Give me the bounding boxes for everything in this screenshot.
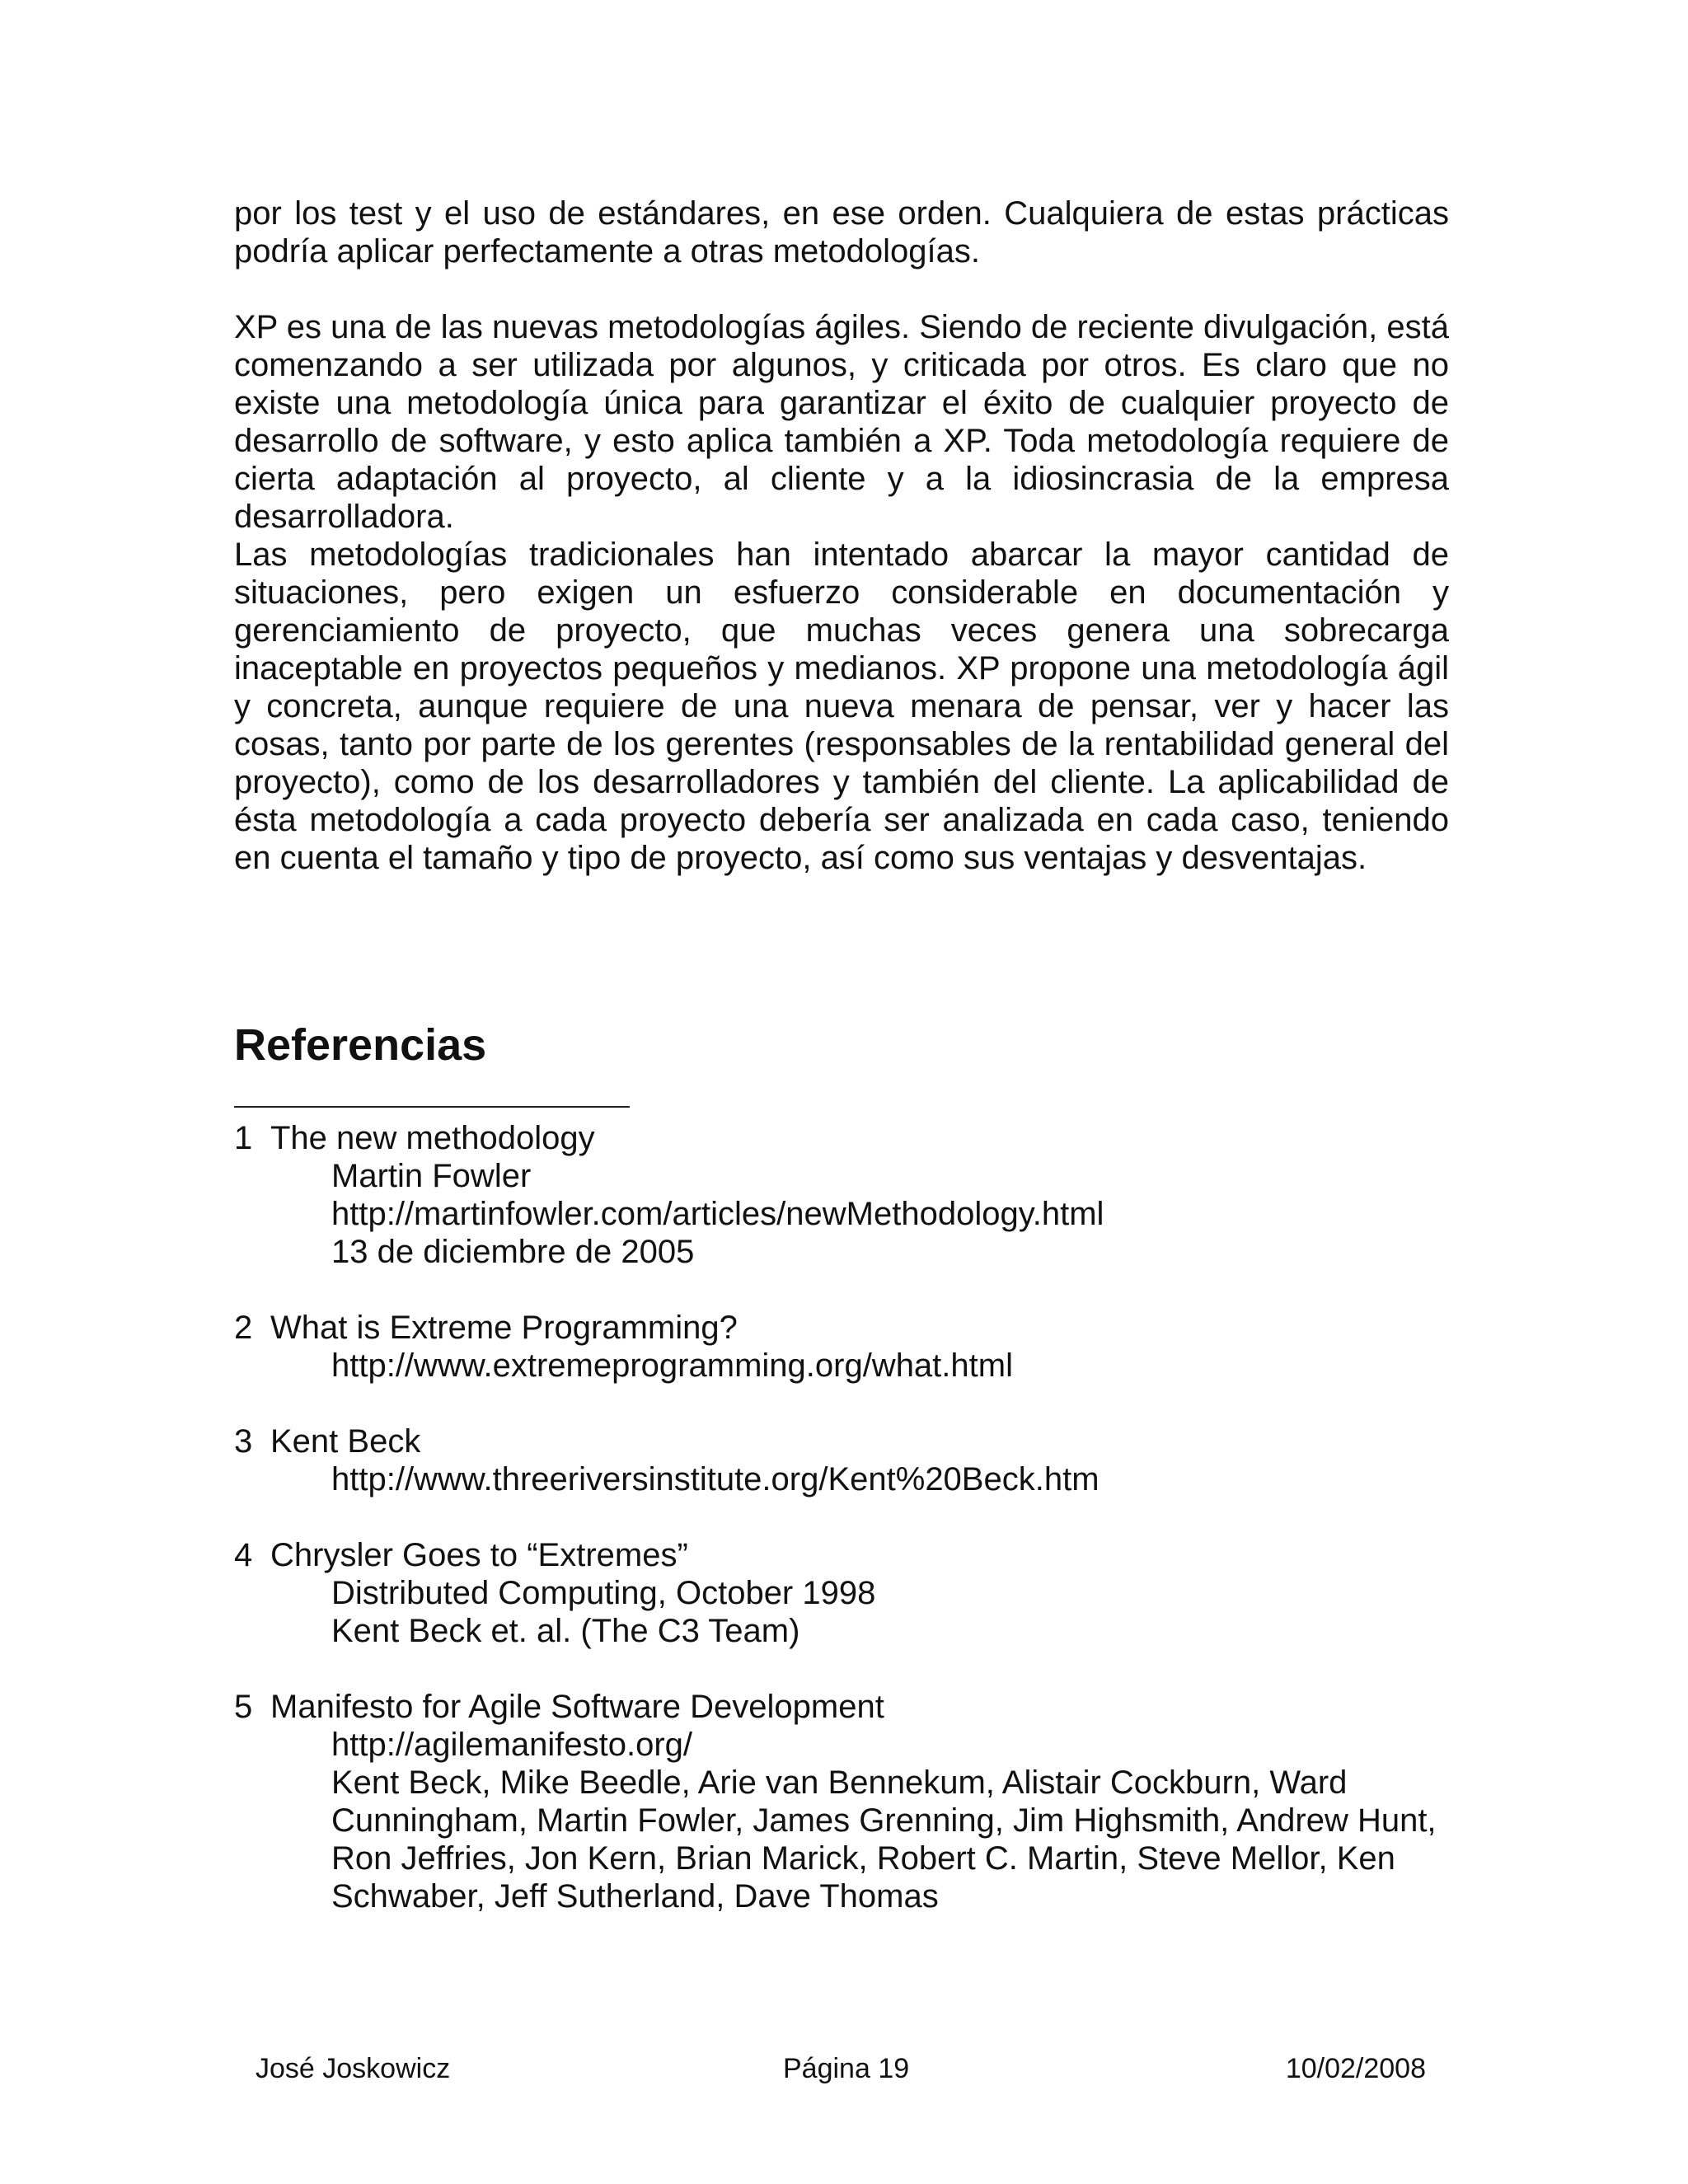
reference-title-row (234, 1422, 1470, 1460)
paragraph: Las metodologías tradicionales han intentado abarcar la mayor cantidad de situaciones, pero exigen un esfuerzo considerable en documentación y gerenciamiento de proyecto, que muchas veces genera una sobrecarga inaceptable en proyectos pequeños y medianos. XP propone una metodología ágil y concreta, aunque requiere de una nueva menara de pensar, ver y hacer las cosas, tanto por parte de los gerentes (responsables de la rentabilidad general del proyecto), como de los desarrolladores y también del cliente. La aplicabilidad de ésta metodología a cada proyecto debería ser analizada en cada caso, teniendo en cuenta el tamaño y tipo de proyecto, así como sus ventajas y desventajas. (234, 537, 1449, 876)
reference-number: 3 (234, 1423, 253, 1460)
footer-page-number: Página 19 (783, 2053, 910, 2084)
reference-title-row (234, 1688, 1470, 1726)
references-list (234, 1119, 1470, 1953)
reference-detail: Kent Beck et. al. (The C3 Team) (331, 1613, 800, 1649)
reference-detail: Martin Fowler (331, 1158, 532, 1194)
reference-item (234, 1309, 1470, 1385)
reference-number: 5 (234, 1689, 253, 1725)
reference-detail: Schwaber, Jeff Sutherland, Dave Thomas (331, 1878, 939, 1915)
reference-title-row (234, 1119, 1470, 1157)
reference-detail: Distributed Computing, October 1998 (331, 1575, 876, 1611)
reference-detail: 13 de diciembre de 2005 (331, 1234, 695, 1270)
reference-title: Kent Beck (270, 1423, 421, 1460)
paragraph: XP es una de las nuevas metodologías ágiles. Siendo de reciente divulgación, está comenzando a ser utilizada por algunos, y criticada por otros. Es claro que no existe una metodología única para garantizar el éxito de cualquier proyecto de desarrollo de software, y esto aplica también a XP. Toda metodología requiere de cierta adaptación al proyecto, al cliente y a la idiosincrasia de la empresa desarrolladora. (234, 309, 1449, 535)
body-text (234, 194, 1449, 877)
reference-detail: Ron Jeffries, Jon Kern, Brian Marick, Robert C. Martin, Steve Mellor, Ken (331, 1840, 1395, 1877)
reference-item (234, 1422, 1470, 1498)
reference-title: Chrysler Goes to “Extremes” (270, 1537, 688, 1573)
reference-item (234, 1688, 1470, 1915)
footer-author: José Joskowicz (256, 2053, 451, 2084)
reference-number: 2 (234, 1310, 253, 1346)
footnote-separator-rule (234, 1106, 630, 1108)
reference-title: The new methodology (270, 1120, 595, 1156)
reference-title: What is Extreme Programming? (270, 1310, 738, 1346)
reference-detail: Cunningham, Martin Fowler, James Grenning, Jim Highsmith, Andrew Hunt, (331, 1802, 1437, 1839)
reference-url[interactable]: http://martinfowler.com/articles/newMethodology.html (331, 1196, 1104, 1232)
reference-url[interactable]: http://www.extremeprogramming.org/what.html (331, 1347, 1013, 1384)
reference-title-row (234, 1536, 1470, 1574)
paragraph: por los test y el uso de estándares, en ese orden. Cualquiera de estas prácticas podría aplicar perfectamente a otras metodologías. (234, 195, 1449, 269)
footer-date: 10/02/2008 (1285, 2053, 1426, 2084)
reference-url[interactable]: http://agilemanifesto.org/ (331, 1727, 693, 1763)
reference-item (234, 1536, 1470, 1650)
reference-number: 1 (234, 1120, 253, 1156)
reference-url[interactable]: http://www.threeriversinstitute.org/Kent%20Beck.htm (331, 1461, 1100, 1497)
reference-number: 4 (234, 1537, 253, 1573)
reference-title-row (234, 1309, 1470, 1347)
reference-title: Manifesto for Agile Software Development (270, 1689, 884, 1725)
references-heading: Referencias (234, 1020, 487, 1070)
reference-item (234, 1119, 1470, 1271)
reference-detail: Kent Beck, Mike Beedle, Arie van Bennekum, Alistair Cockburn, Ward (331, 1765, 1348, 1801)
